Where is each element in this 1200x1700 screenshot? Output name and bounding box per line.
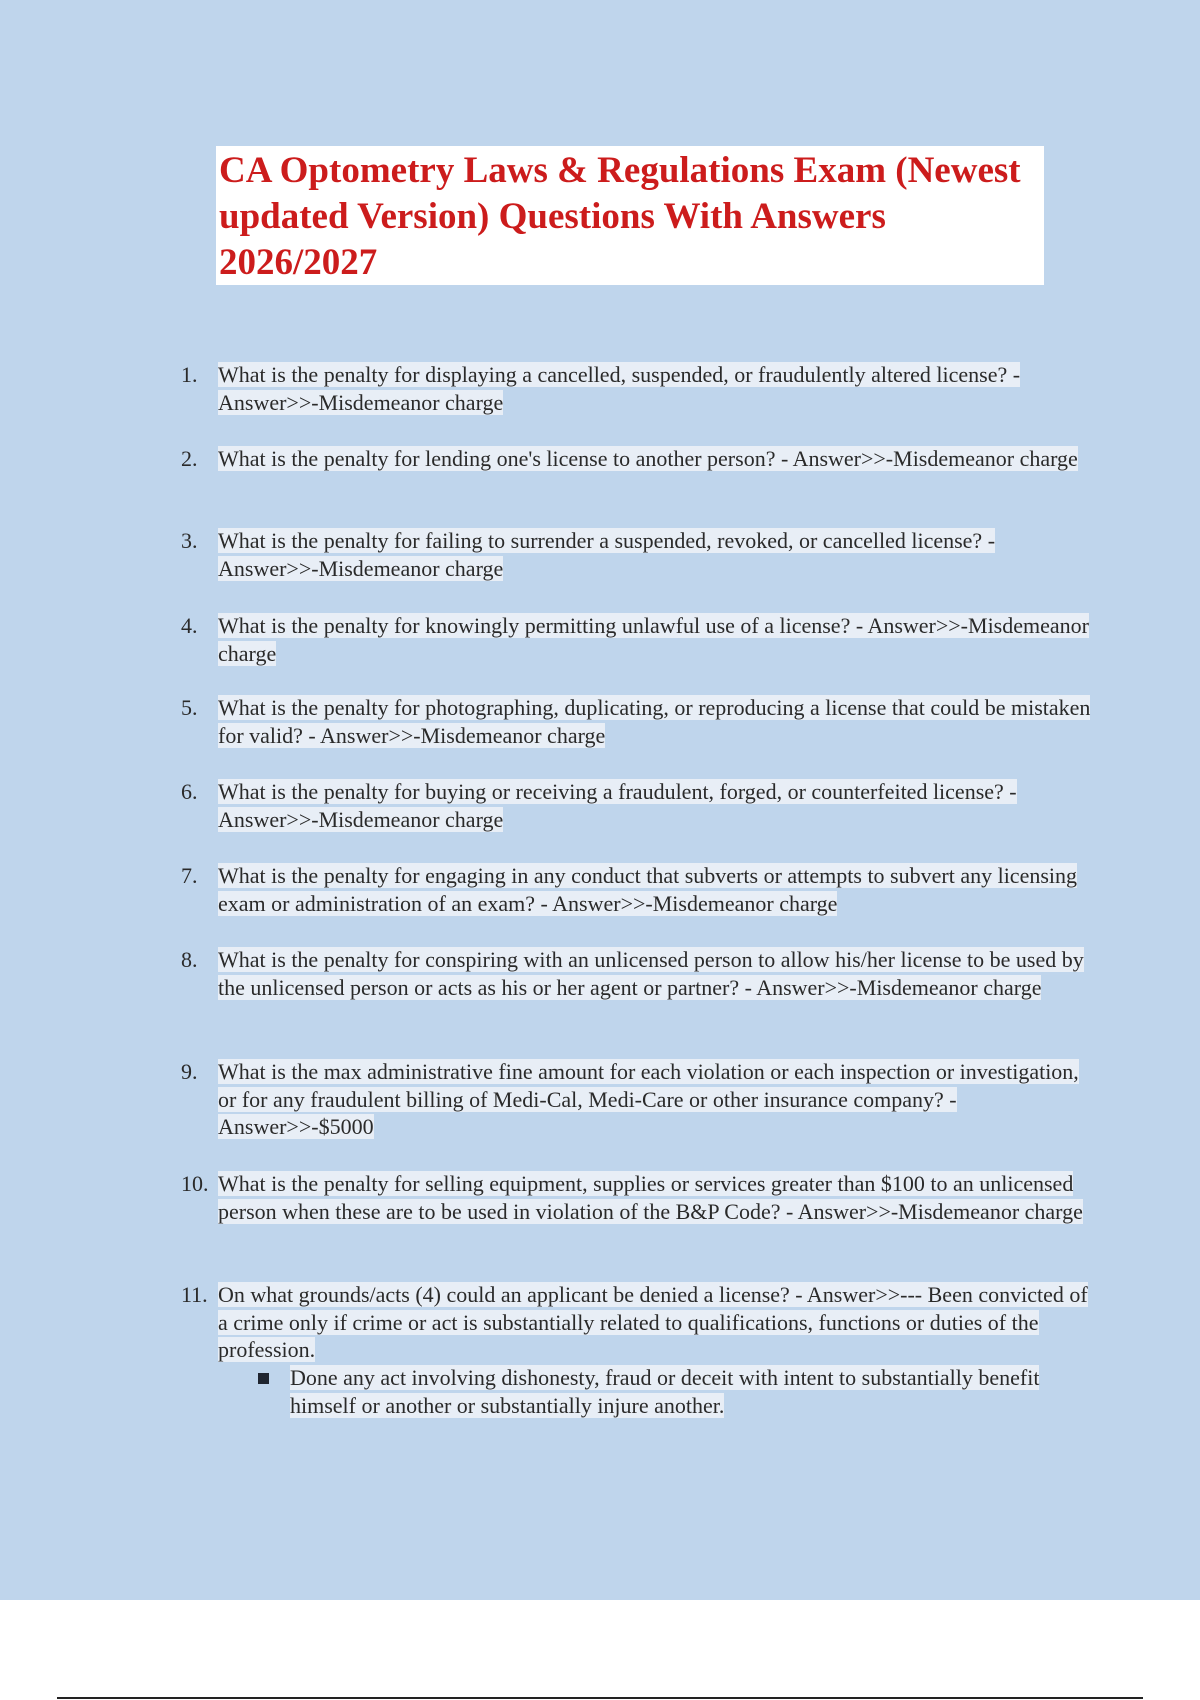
- question-number: 3.: [181, 528, 198, 553]
- question-text: [218, 1281, 1094, 1364]
- sub-bullet-text: [290, 1364, 1060, 1419]
- question-number: 5.: [181, 695, 198, 720]
- question-number: 8.: [181, 947, 198, 972]
- question-number: 10.: [181, 1171, 209, 1196]
- question-text: [218, 612, 1094, 667]
- square-bullet-icon: [258, 1373, 269, 1384]
- question-text-content: What is the penalty for failing to surrender a suspended, revoked, or cancelled license? - Answer>>-Misdemeanor charge: [218, 528, 996, 581]
- sub-bullet-text-content: Done any act involving dishonesty, fraud or deceit with intent to substantially benefit himself or another or substantially injure another.: [290, 1365, 1040, 1418]
- question-text: [218, 1058, 1094, 1141]
- question-text-content: What is the penalty for knowingly permitting unlawful use of a license? - Answer>>-Misdemeanor charge: [218, 613, 1089, 666]
- question-text-content: What is the penalty for buying or receiving a fraudulent, forged, or counterfeited license? - Answer>>-Misdemeanor charge: [218, 779, 1017, 832]
- question-text-content: What is the penalty for displaying a cancelled, suspended, or fraudulently altered license? - Answer>>-Misdemeanor charge: [218, 362, 1021, 415]
- question-text: [218, 778, 1094, 833]
- question-number: 11.: [181, 1282, 208, 1307]
- question-text-content: What is the penalty for photographing, duplicating, or reproducing a license that could be mistaken for valid? - Answer>>-Misdemeanor charge: [218, 695, 1091, 748]
- question-number: 1.: [181, 362, 198, 387]
- question-text-content: What is the penalty for engaging in any conduct that subverts or attempts to subvert any licensing exam or administration of an exam? - Answer>>-Misdemeanor charge: [218, 863, 1078, 916]
- question-text: [218, 361, 1094, 416]
- question-text-content: What is the penalty for conspiring with an unlicensed person to allow his/her license to be used by the unlicensed person or acts as his or her agent or partner? - Answer>>-Misdemeanor charge: [218, 947, 1084, 1000]
- question-number: 2.: [181, 446, 198, 471]
- question-text: [218, 445, 1094, 473]
- question-text-content: What is the max administrative fine amount for each violation or each inspection or investigation, or for any fraudulent billing of Medi-Cal, Medi-Care or other insurance company? - Answer>>-$5000: [218, 1059, 1079, 1139]
- question-number: 7.: [181, 863, 198, 888]
- question-text: [218, 694, 1094, 749]
- question-text-content: What is the penalty for lending one's license to another person? - Answer>>-Misdemeanor charge: [218, 446, 1078, 471]
- footer-divider: [57, 1697, 1143, 1699]
- question-text: [218, 1170, 1094, 1225]
- question-text: [218, 862, 1094, 917]
- document-title-text: CA Optometry Laws & Regulations Exam (Newest updated Version) Questions With Answers 2026/2027: [219, 150, 1021, 283]
- question-number: 9.: [181, 1059, 198, 1084]
- question-number: 4.: [181, 613, 198, 638]
- question-text: [218, 946, 1094, 1001]
- question-text-content: On what grounds/acts (4) could an applicant be denied a license? - Answer>>--- Been convicted of a crime only if crime or act is substantially related to qualifications, functions or duties of the profession.: [218, 1282, 1088, 1362]
- question-text-content: What is the penalty for selling equipment, supplies or services greater than $100 to an unlicensed person when these are to be used in violation of the B&P Code? - Answer>>-Misdemeanor charge: [218, 1171, 1083, 1224]
- question-text: [218, 527, 1094, 582]
- question-number: 6.: [181, 779, 198, 804]
